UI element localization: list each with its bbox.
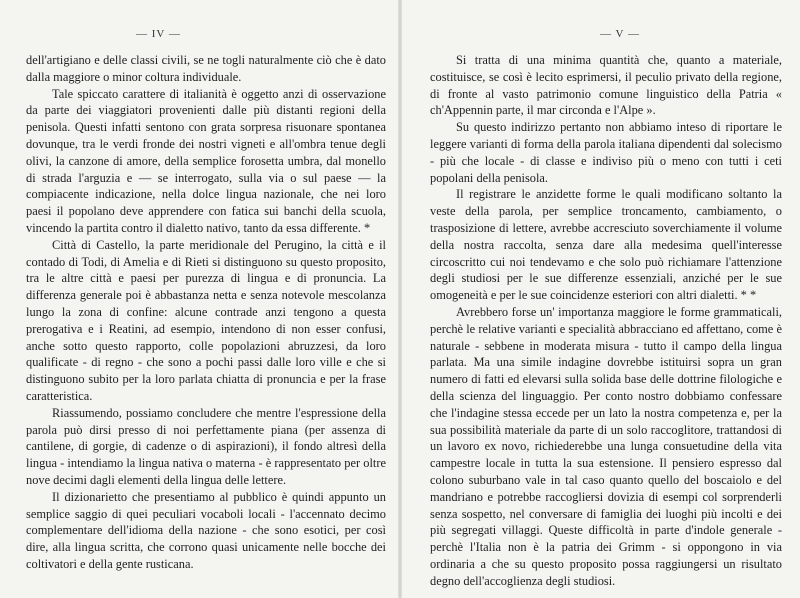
- right-paragraph-1: Si tratta di una minima quantità che, quanto a materiale, costituisce, se così è lecito esprimersi, il peculio privato della regione, di fronte al vasto patrimonio comune linguistico della Patria « ch'Appennin parte, il mar circonda e l'Alpe ».: [430, 53, 782, 118]
- right-page: [400, 0, 800, 598]
- page-header-v: — V —: [600, 28, 641, 40]
- left-paragraph-3: Città di Castello, la parte meridionale del Perugino, la città e il contado di Todi, di Amelia e di Rieti si distinguono su questo proposito, tra le altre città e paesi per purezza di lingua e di pronuncia. La differenza generale poi è abbastanza netta e senza notevole mescolanza lungo la zona di confine: alcune contrade anzi tengono a questa prerogativa e i Reatini, ad esempio, intendono di non esser confusi, anche sotto questo rapporto, colle popolazioni abruzzesi, da loro qualificate - di regno - che sono a pochi passi dalle loro ville e che si distinguono subito per la loro parlata chiatta di pronuncia e per la frase caratteristica.: [26, 237, 386, 403]
- page-header-iv: — IV —: [136, 28, 181, 40]
- left-paragraph-2: Tale spiccato carattere di italianità è oggetto anzi di osservazione da parte dei viaggiatori provenienti dalle più distanti regioni della penisola. Questi infatti sentono con grata sorpresa risuonare spontanea dovunque, tra le verdi fronde dei nostri vigneti e all'ombra tenue degli olivi, la canzone di amore, della semplice forosetta umbra, dal monello di strada l'arguzia e — se interrogato, sulla via o sul paese — la compiacente indicazione, nella dolce lingua nazionale, che nei loro paesi il popolano deve apprendere con fatica sui banchi della scuola, vincendo la partita contro il dialetto nativo, tanto da essa differente. *: [26, 86, 386, 235]
- right-paragraph-4: Avrebbero forse un' importanza maggiore le forme grammaticali, perchè le relative varianti e specialità abbracciano ed affettano, come è naturale - sebbene in moderata misura - tutto il campo della lingua parlata. Ma una simile indagine dovrebbe istituirsi sopra un gran numero di fatti ed elevarsi sulla solida base delle dottrine filologiche e della scienza del linguaggio. Per conto nostro dobbiamo confessare che l'indagine stessa eccede per un lato la nostra competenza e, per la sua possibilità materiale da parte di un solo raccoglitore, trattandosi di un lavoro ex novo, richiederebbe una lunga consuetudine della vita campestre locale in tutta la sua estensione. Il pensiero espresso dal colono suburbano vale in tal caso quanto quello del boscaiolo e del mandriano e potrebbe raccogliersi dovizia di esempi col sorprenderli senza sospetto, nel conversare di famiglia dei luoghi più incolti e dei più segregati villaggi. Queste difficoltà in parte d'indole generale - perchè l'Italia non è la patria dei Grimm - si oppongono in via ordinaria a che su questo proposito possa raggiungersi un risultato degno dell'accoglienza degli studiosi.: [430, 304, 782, 588]
- left-paragraph-1: dell'artigiano e delle classi civili, se ne togli naturalmente ciò che è dato dalla maggiore o minor coltura individuale.: [26, 53, 386, 84]
- right-paragraph-3: Il registrare le anzidette forme le quali modificano soltanto la veste della parola, per semplice troncamento, cambiamento, o trasposizione di lettere, avrebbe accresciuto soverchiamente il volume della nostra raccolta, senza dare alla medesima quell'interesse circoscritto cui noi tendevamo e che solo può richiamare l'attenzione degli studiosi per le sue differenze essenziali, anziché per le sue omogeneità e per le sue coincidenze esteriori con altri dialetti. * *: [430, 187, 782, 303]
- left-paragraph-4: Riassumendo, possiamo concludere che mentre l'espressione della parola può dirsi presso di noi perfettamente piana (per assenza di cantilene, di gorgie, di cadenze o di aspirazioni), il fondo altresì della lingua - intendiamo la lingua nativa o materna - è rappresentato per oltre nove decimi dagli elementi della lingua delle lettere.: [26, 405, 386, 487]
- left-paragraph-5: Il dizionarietto che presentiamo al pubblico è quindi appunto un semplice saggio di quei peculiari vocaboli locali - l'accennato decimo complementare dell'idioma della nazione - che sono esotici, per così dire, alla lingua scritta, che corrono quasi unicamente nelle bocche dei coltivatori e della gente rusticana.: [26, 489, 386, 571]
- right-paragraph-2: Su questo indirizzo pertanto non abbiamo inteso di riportare le leggere varianti di forma della parola italiana dipendenti dal solecismo - più che locale - di classe e indiviso più o meno con tutti i ceti popolani della penisola.: [430, 120, 782, 185]
